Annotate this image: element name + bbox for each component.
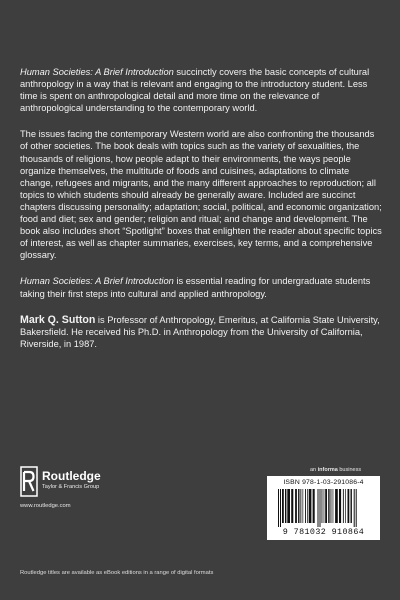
barcode-bar	[331, 489, 332, 523]
barcode-bar	[322, 489, 323, 523]
isbn-barcode	[267, 476, 380, 540]
barcode-bar	[278, 489, 279, 527]
author-bio	[20, 314, 382, 350]
blurb-paragraph-2: The issues facing the contemporary Western world are also confronting the thousands of other societies. The book deals with topics such as the variety of sexualities, the thousands of religions, how people adapt to their environments, the ways people organize themselves, the multitude of foods and cuisines, adaptations to climate change, refugees and migrants, and the many different approaches to reproduction; all topics to which students should already be generally aware. Included are succinct chapters discussing personality; adaptation; social, political, and economic organization; food and diet; sex and gender; religion and ritual; and change and development. The book also includes short “Spotlight” boxes that enlighten the reader about specific topics of interest, as well as chapter summaries, exercises, key terms, and a comprehensive glossary.	[20, 129, 382, 261]
book-title-italic: Human Societies: A Brief Introduction	[20, 276, 174, 287]
barcode-digits: 9 781032 910864	[282, 527, 365, 537]
barcode-bar	[309, 489, 312, 523]
barcode-bar	[287, 489, 290, 523]
barcode-bar	[328, 489, 329, 523]
barcode-bar	[354, 489, 355, 527]
barcode-bar	[300, 489, 301, 523]
routledge-logo	[20, 466, 140, 506]
barcode-bar	[298, 489, 299, 523]
barcode-bar	[333, 489, 334, 523]
barcode-bar	[291, 489, 293, 523]
barcode-bar	[356, 489, 357, 527]
barcode-bar	[295, 489, 297, 523]
informa-brand: informa	[317, 467, 338, 473]
barcode-bar	[280, 489, 281, 527]
author-bio-text: is Professor of Anthropology, Emeritus, at California State University, Bakersfield. He received his Ph.D. in Anthropology from the University of California, Riverside, in 1987.	[20, 314, 380, 349]
barcode-bar	[307, 489, 308, 523]
barcode-bar	[324, 489, 325, 523]
informa-business-label: an informa business	[310, 467, 362, 473]
barcode-bar	[318, 489, 319, 527]
barcode-bar	[303, 489, 304, 523]
barcode-bar	[285, 489, 286, 523]
blurb-text: succinctly covers the basic concepts of cultural anthropology in a way that is relevant and engaging to the introductory student. Less time is spent on anthropological detail and more time on the relevance of anthropological understanding to the contemporary world.	[20, 67, 370, 114]
book-title-italic: Human Societies: A Brief Introduction	[20, 67, 174, 77]
barcode-bar	[305, 489, 306, 523]
barcode-bar	[345, 489, 346, 523]
isbn-label: ISBN 978-1-03-291086-4	[283, 479, 364, 486]
publisher-group: Taylor & Francis Group	[42, 484, 100, 490]
routledge-logo-icon	[20, 466, 38, 497]
barcode-bar	[339, 489, 341, 523]
barcode-bar	[313, 489, 315, 523]
barcode-bar	[335, 489, 338, 523]
publisher-name: Routledge	[42, 469, 101, 483]
barcode-bar	[348, 489, 350, 523]
barcode-bar	[282, 489, 284, 523]
publisher-website: www.routledge.com	[20, 503, 71, 509]
barcode-bars	[278, 489, 373, 527]
blurb-text: is essential reading for undergraduate students taking their first steps into cultural and applied anthropology.	[20, 276, 371, 299]
author-name: Mark Q. Sutton	[20, 313, 96, 326]
ebook-note: Routledge titles are available as eBook editions in a range of digital formats	[20, 570, 214, 576]
barcode-bar	[320, 489, 321, 527]
blurb-paragraph-1	[20, 66, 382, 114]
barcode-bar	[343, 489, 344, 523]
back-cover-text	[20, 66, 382, 350]
barcode-bar	[351, 489, 352, 523]
barcode-bar	[325, 489, 327, 523]
blurb-paragraph-3	[20, 275, 382, 299]
